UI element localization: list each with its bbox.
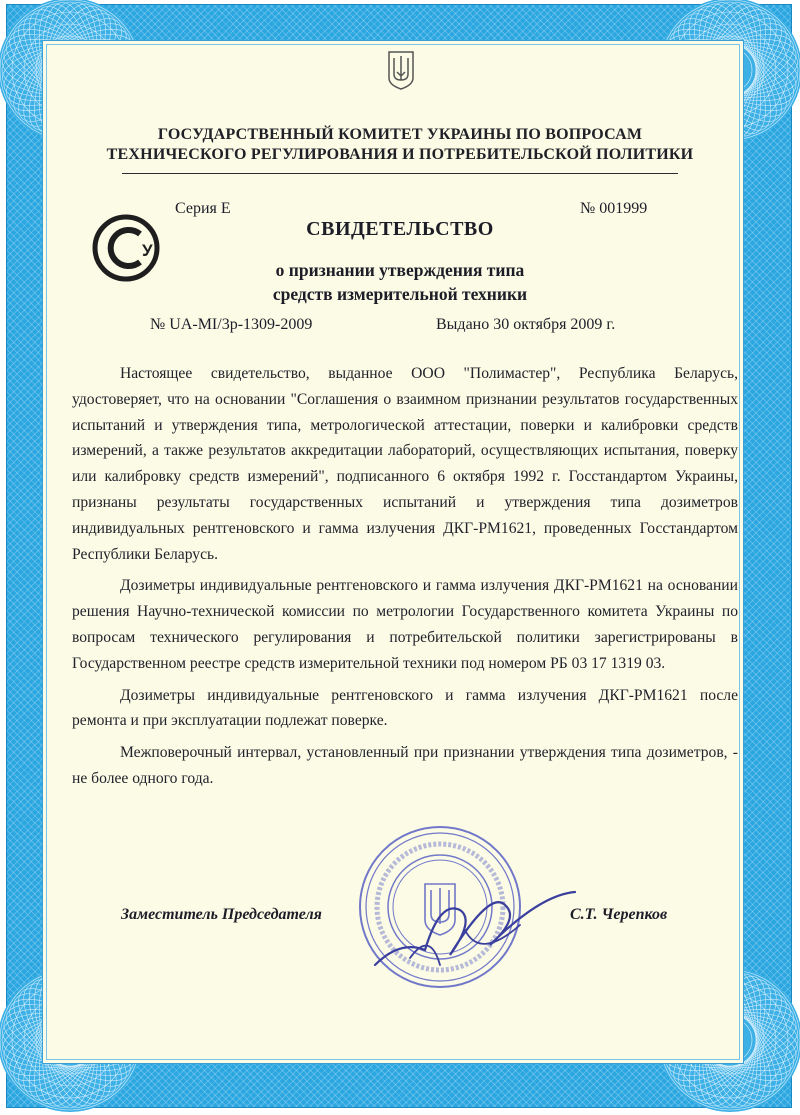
conformity-mark-letter: У [142, 241, 153, 260]
trident-emblem-icon [386, 50, 416, 90]
body-paragraph-3: Дозиметры индивидуальные рентгеновского и гамма излучения ДКГ-РМ1621 после ремонта и при эксплуатации подлежат поверке. [72, 686, 738, 730]
subtitle-line-2: средств измерительной техники [272, 284, 528, 304]
signatory-position: Заместитель Председателя [121, 906, 322, 923]
subtitle-line-1: о признании утверждения типа [275, 260, 525, 280]
header-rule [122, 173, 678, 174]
certificate-number: № 001999 [580, 200, 648, 217]
body-paragraph-2: Дозиметры индивидуальные рентгеновского и гамма излучения ДКГ-РМ1621 на основании решения Научно-технической комиссии по метрологии Государственного комитета Украины по вопросам технического регулирования и потребительской политики зарегистрированы в Государственном реестре средств измерительной техники под номером РБ 03 17 1319 03. [72, 577, 738, 672]
issuing-committee [100, 125, 700, 165]
document-subtitle [200, 258, 600, 306]
signature-scribble [370, 870, 580, 980]
certificate-body [72, 361, 738, 798]
committee-line-1: ГОСУДАРСТВЕННЫЙ КОМИТЕТ УКРАИНЫ ПО ВОПРОСАМ [157, 126, 643, 143]
committee-line-2: ТЕХНИЧЕСКОГО РЕГУЛИРОВАНИЯ И ПОТРЕБИТЕЛЬСКОЙ ПОЛИТИКИ [106, 146, 694, 163]
body-paragraph-4: Межповерочный интервал, установленный при признании утверждения типа дозиметров, - не более одного года. [72, 744, 738, 787]
body-paragraph-1: Настоящее свидетельство, выданное ООО "Полимастер", Республика Беларусь, удостоверяет, что на основании "Соглашения о взаимном признании результатов государственных испытаний и утверждения типа, метрологической аттестации, поверки и калибровки средств измерений, а также результатов аккредитации лабораторий, осуществляющих испытания, поверку или калибровку средств измерений", подписанного 6 октября 1992 г. Госстандартом Украины, признаны результаты государственных испытаний и утверждения типа дозиметров индивидуальных рентгеновского и гамма излучения ДКГ-РМ1621, проведенных Госстандартом Республики Беларусь. [72, 365, 738, 563]
document-title: СВИДЕТЕЛЬСТВО [306, 218, 494, 240]
conformity-mark-icon [90, 212, 162, 284]
registration-number: № UA-MI/3р-1309-2009 [150, 316, 313, 333]
signatory-name: С.Т. Черепков [570, 906, 668, 923]
issue-date: Выдано 30 октября 2009 г. [436, 316, 616, 333]
series-label: Серия Е [175, 200, 231, 217]
